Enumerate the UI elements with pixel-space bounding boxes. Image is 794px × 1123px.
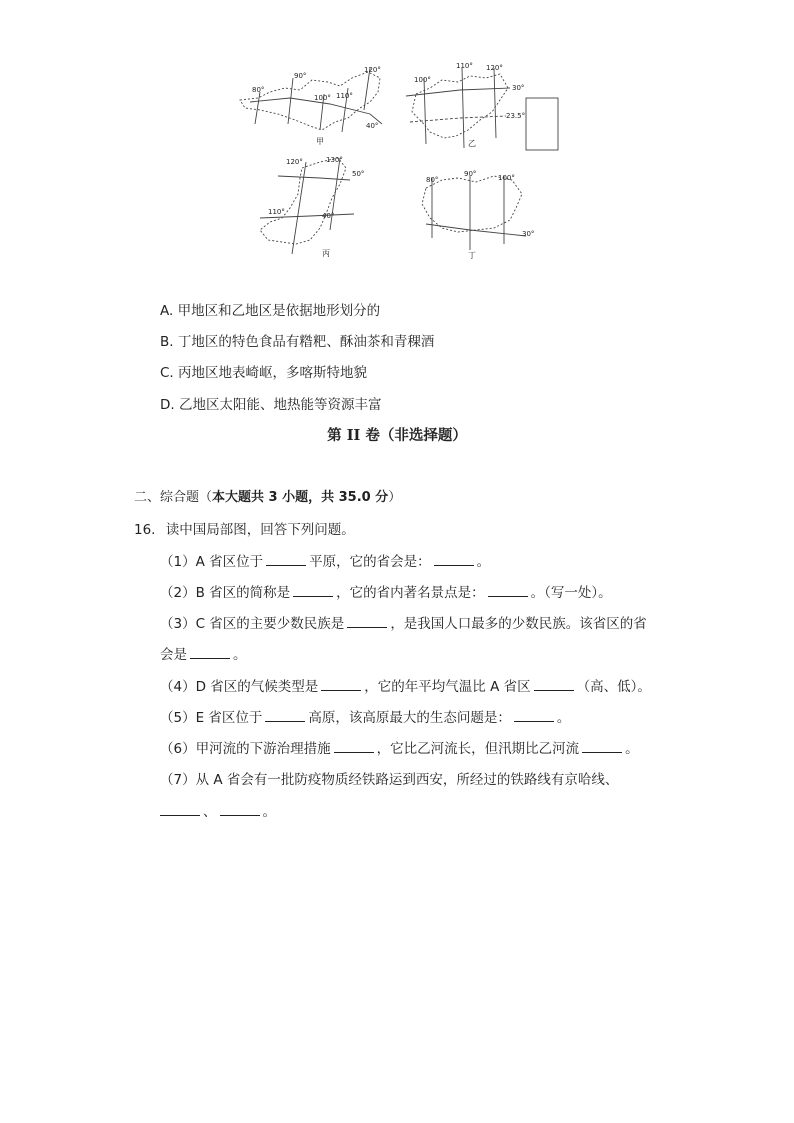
answer-blank[interactable] (266, 553, 306, 566)
subquestion-3 (160, 612, 647, 632)
section-title: 第 II 卷（非选择题） (327, 427, 467, 444)
map-figure-svg (230, 58, 560, 268)
answer-blank[interactable] (220, 803, 260, 816)
subquestion-text: （6）甲河流的下游治理措施 (160, 741, 331, 757)
map-label: 120° (486, 64, 503, 72)
map-label: 120° (364, 66, 381, 74)
map-label: 80° (252, 86, 265, 94)
map-label: 130° (326, 156, 343, 164)
subquestion-text: （1）A 省区位于 (160, 554, 264, 570)
subquestion-text: ，是我国人口最多的少数民族。该省区的省 (390, 616, 647, 632)
subquestion-text: （3）C 省区的主要少数民族是 (160, 616, 345, 632)
subquestion-4 (160, 675, 651, 695)
subquestion-text: 。 (476, 554, 491, 570)
map-label: 50° (352, 170, 365, 178)
map-label: 100° (414, 76, 431, 84)
subquestion-7 (160, 768, 618, 788)
subquestion-text: ，它的省内著名景点是： (336, 585, 485, 601)
subquestion-text: 。 (262, 804, 276, 820)
map-figure (230, 58, 560, 268)
map-label: 100° (314, 94, 331, 102)
map-label: 40° (366, 122, 379, 130)
answer-blank[interactable] (334, 740, 374, 753)
section-header-prefix: 二、综合题（ (134, 490, 213, 505)
subquestion-2 (160, 581, 612, 601)
answer-blank[interactable] (321, 678, 361, 691)
map-ding (422, 176, 526, 250)
answer-blank[interactable] (514, 709, 554, 722)
map-label: 100° (498, 174, 515, 182)
section-header (134, 486, 401, 505)
question-number: 16. (134, 522, 156, 538)
map-label: 30° (512, 84, 525, 92)
subquestion-text: （7）从 A 省会有一批防疫物质经铁路运到西安，所经过的铁路线有京哈线、 (160, 772, 619, 788)
answer-blank[interactable] (582, 740, 622, 753)
subquestion-text: 。 (233, 647, 247, 663)
subquestion-5 (160, 706, 570, 726)
option-c: C. 丙地区地表崎岖，多喀斯特地貌 (160, 365, 368, 381)
subquestion-text: （5）E 省区位于 (160, 710, 263, 726)
subquestion-text: ，它的年平均气温比 A 省区 (364, 679, 531, 695)
option-b: B. 丁地区的特色食品有糌粑、酥油茶和青稞酒 (160, 334, 435, 350)
subquestion-text: 平原，它的省会是： (309, 554, 431, 570)
map-jia (240, 68, 382, 132)
option-d: D. 乙地区太阳能、地热能等资源丰富 (160, 397, 382, 413)
answer-blank[interactable] (265, 709, 305, 722)
answer-blank[interactable] (534, 678, 574, 691)
subquestion-text: （高、低）。 (576, 679, 651, 695)
subquestion-text: （4）D 省区的气候类型是 (160, 679, 319, 695)
subquestion-6 (160, 737, 639, 757)
section-header-bold: 本大题共 3 小题，共 35.0 分 (212, 490, 389, 505)
map-label: 110° (336, 92, 353, 100)
subquestion-text: 、 (203, 804, 217, 820)
map-bing (260, 158, 354, 254)
map-caption: 丙 (322, 249, 330, 258)
section-header-suffix: ） (388, 490, 402, 505)
answer-blank[interactable] (347, 615, 387, 628)
subquestion-text: 。 (556, 710, 571, 726)
subquestion-3-cont (160, 643, 247, 663)
map-label: 90° (464, 170, 477, 178)
map-label: 40° (322, 212, 335, 220)
map-caption: 甲 (316, 137, 324, 146)
map-caption: 乙 (468, 139, 476, 148)
subquestion-text: 会是 (160, 647, 187, 663)
map-label: 120° (286, 158, 303, 166)
map-label: 90° (294, 72, 307, 80)
subquestion-text: 高原，该高原最大的生态问题是： (308, 710, 511, 726)
map-label: 110° (456, 62, 473, 70)
subquestion-7-cont (160, 800, 276, 820)
question-stem-text: 读中国局部图，回答下列问题。 (165, 522, 355, 538)
map-label: 23.5° (506, 112, 526, 120)
subquestion-text: 。（写一处）。 (530, 585, 612, 601)
subquestion-text: ，它比乙河流长，但汛期比乙河流 (376, 741, 580, 757)
map-label: 80° (426, 176, 439, 184)
answer-blank[interactable] (434, 553, 474, 566)
subquestion-1 (160, 550, 490, 570)
map-caption: 丁 (468, 251, 476, 260)
answer-blank[interactable] (488, 584, 528, 597)
answer-blank[interactable] (160, 803, 200, 816)
answer-blank[interactable] (190, 646, 230, 659)
answer-blank[interactable] (293, 584, 333, 597)
question-stem (134, 518, 355, 538)
map-label: 30° (522, 230, 535, 238)
subquestion-text: （2）B 省区的简称是 (160, 585, 291, 601)
subquestion-text: 。 (625, 741, 639, 757)
map-label: 110° (268, 208, 285, 216)
option-a: A. 甲地区和乙地区是依据地形划分的 (160, 303, 381, 319)
